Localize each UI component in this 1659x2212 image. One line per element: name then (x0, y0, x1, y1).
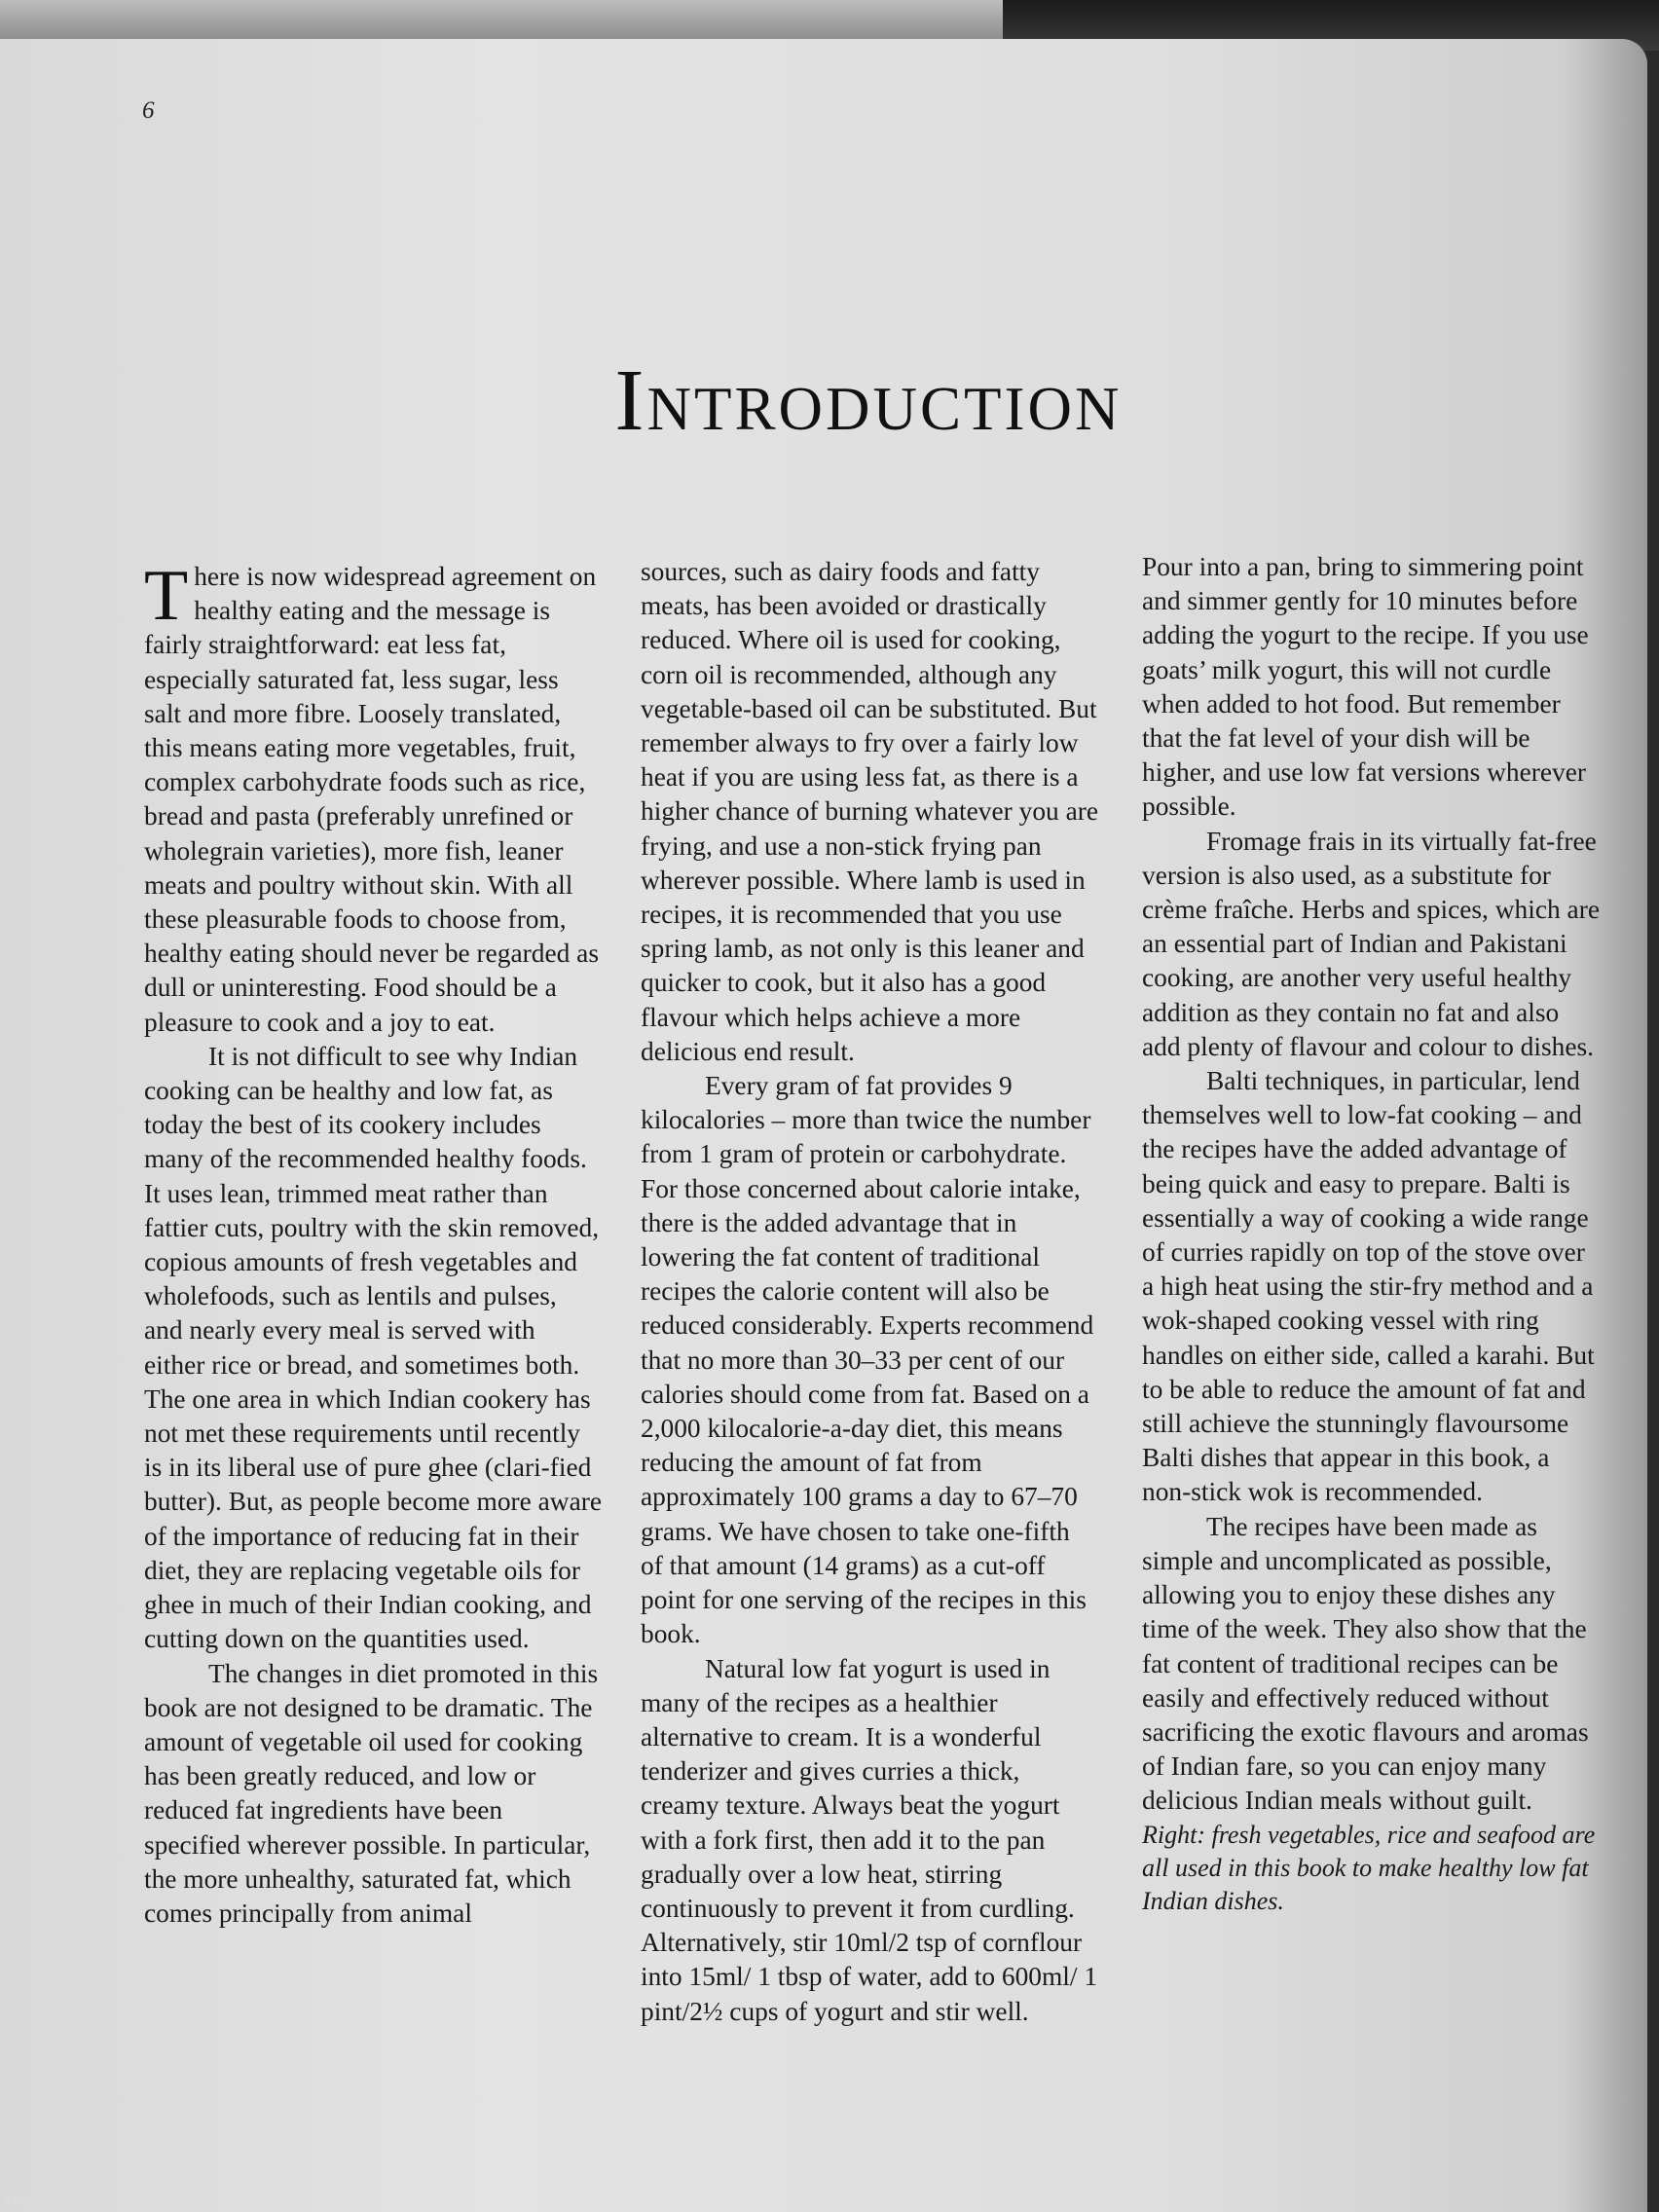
text-column-2 (641, 555, 1098, 2029)
paragraph: Every gram of fat provides 9 kilocalories – more than twice the number from 1 gram of protein or carbohydrate. For those concerned about calorie intake, there is the added advantage that in lowering the fat content of traditional recipes the calorie content will also be reduced considerably. Experts recommend that no more than 30–33 per cent of our calories should come from fat. Based on a 2,000 kilocalorie-a-day diet, this means reducing the amount of fat from approximately 100 grams a day to 67–70 grams. We have chosen to take one-fifth of that amount (14 grams) as a cut-off point for one serving of the recipes in this book. (641, 1071, 1094, 1649)
paragraph: It is not difficult to see why Indian cooking can be healthy and low fat, as today the best of its cookery includes many of the recommended healthy foods. It uses lean, trimmed meat rather than fattier cuts, poultry with the skin removed, copious amounts of fresh vegetables and wholefoods, such as lentils and pulses, and nearly every meal is served with either rice or bread, and sometimes both. The one area in which Indian cookery has not met these requirements until recently is in its liberal use of pure ghee (clari-fied butter). But, as people become more aware of the importance of reducing fat in their diet, they are replacing vegetable oils for ghee in much of their Indian cooking, and cutting down on the quantities used. (144, 1041, 603, 1654)
paragraph: The recipes have been made as simple and uncomplicated as possible, allowing you to enjoy these dishes any time of the week. They also show that the fat content of traditional recipes can be easily and effectively reduced without sacrificing the exotic flavours and aromas of Indian fare, so you can enjoy many delicious Indian meals without guilt. (1142, 1511, 1589, 1816)
watermark: Antikvarium.hu (4, 2195, 101, 2210)
paragraph (144, 556, 602, 1040)
image-caption: Right: fresh vegetables, rice and seafood are all used in this book to make healthy low fat Indian dishes. (1142, 1820, 1596, 1915)
paragraph-text: here is now widespread agreement on healthy eating and the message is fairly straightforward: eat less fat, especially saturated fat, less sugar, less salt and more fibre. Loosely translated, this means eating more vegetables, fruit, complex carbohydrate foods such as rice, bread and pasta (preferably unrefined or wholegrain varieties), more fish, leaner meats and poultry without skin. With all these pleasurable foods to choose from, healthy eating should never be regarded as dull or uninteresting. Food should be a pleasure to cook and a joy to eat. (144, 562, 599, 1037)
paragraph: sources, such as dairy foods and fatty meats, has been avoided or drastically reduced. Where oil is used for cooking, corn oil is recommended, although any vegetable-based oil can be substituted. But remember always to fry over a fairly low heat if you are using less fat, as there is a higher chance of burning whatever you are frying, and use a non-stick frying pan wherever possible. Where lamb is used in recipes, it is recommended that you use spring lamb, as not only is this leaner and quicker to cook, but it also has a good flavour which helps achieve a more delicious end result. (641, 557, 1099, 1066)
text-column-3 (1142, 550, 1600, 1918)
page-number: 6 (142, 97, 155, 124)
paragraph: Fromage frais in its virtually fat-free version is also used, as a substitute for crème fraîche. Herbs and spices, which are an essential part of Indian and Pakistani cooking, are another very useful healthy addition as they contain no fat and also add plenty of flavour and colour to dishes. (1142, 826, 1600, 1061)
background-edge (0, 0, 1003, 41)
drop-cap: T (144, 556, 189, 636)
paragraph: The changes in diet promoted in this book are not designed to be dramatic. The amount of vegetable oil used for cooking has been greatly reduced, and low or reduced fat ingredients have been specified wherever possible. In particular, the more unhealthy, saturated fat, which comes principally from animal (144, 1658, 599, 1928)
paragraph: Natural low fat yogurt is used in many of the recipes as a healthier alternative to cream. It is a wonderful tenderizer and gives curries a thick, creamy texture. Always beat the yogurt with a fork first, then add it to the pan gradually over a low heat, stirring continuously to prevent it from curdling. Alternatively, stir 10ml/2 tsp of cornflour into 15ml/ 1 tbsp of water, add to 600ml/ 1 pint/2½ cups of yogurt and stir well. (641, 1653, 1098, 2026)
text-column-1 (144, 556, 603, 1931)
paragraph: Pour into a pan, bring to simmering point and simmer gently for 10 minutes before adding the yogurt to the recipe. If you use goats’ milk yogurt, this will not curdle when added to hot food. But remember that the fat level of your dish will be higher, and use low fat versions wherever possible. (1142, 552, 1589, 822)
page-title: Introduction (614, 352, 1123, 449)
paragraph: Balti techniques, in particular, lend themselves well to low-fat cooking – and the recipes have the added advantage of being quick and easy to prepare. Balti is essentially a way of cooking a wide range of curries rapidly on top of the stove over a high heat using the stir-fry method and a wok-shaped cooking vessel with ring handles on either side, called a karahi. But to be able to reduce the amount of fat and still achieve the stunningly flavoursome Balti dishes that appear in this book, a non-stick wok is recommended. (1142, 1066, 1595, 1507)
